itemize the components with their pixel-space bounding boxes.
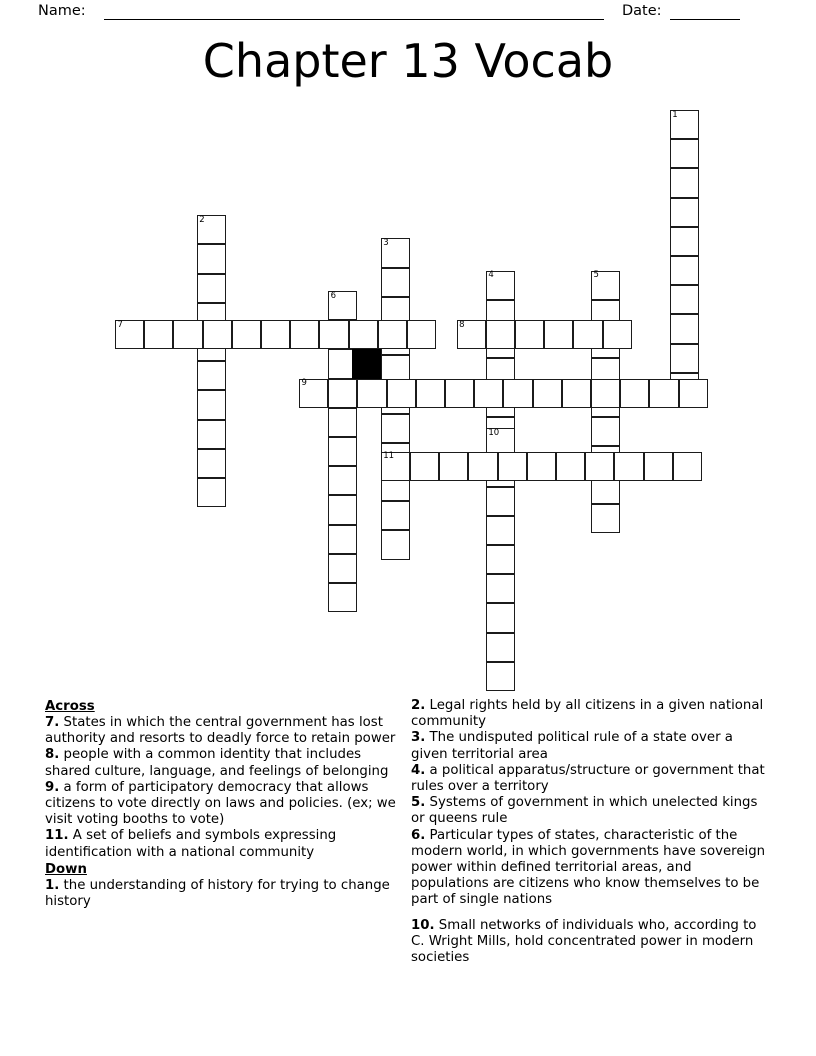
crossword-cell[interactable] xyxy=(381,452,410,481)
crossword-cell[interactable] xyxy=(486,574,515,603)
crossword-cell[interactable] xyxy=(349,320,378,349)
crossword-cell[interactable] xyxy=(670,227,699,256)
crossword-cell[interactable] xyxy=(591,504,620,533)
crossword-cell[interactable] xyxy=(673,452,702,481)
crossword-cell[interactable] xyxy=(670,256,699,285)
clue-text: a form of participatory democracy that allows citizens to vote directly on laws and policies. (ex; we visit voting booths to vote) xyxy=(45,779,396,828)
clue-number: 10. xyxy=(411,917,435,933)
crossword-cell[interactable] xyxy=(603,320,632,349)
crossword-cell[interactable] xyxy=(670,285,699,314)
crossword-cell[interactable] xyxy=(503,379,532,408)
crossword-cell[interactable] xyxy=(614,452,643,481)
crossword-cell[interactable] xyxy=(544,320,573,349)
crossword-cell[interactable] xyxy=(290,320,319,349)
clue-down-5 xyxy=(411,795,769,827)
crossword-cell[interactable] xyxy=(670,314,699,343)
crossword-cell[interactable] xyxy=(439,452,468,481)
crossword-cell[interactable] xyxy=(197,244,226,273)
crossword-cell[interactable] xyxy=(197,361,226,390)
clue-number: 11. xyxy=(45,828,69,844)
crossword-cell[interactable] xyxy=(410,452,439,481)
date-label: Date: xyxy=(622,3,662,19)
crossword-cell[interactable] xyxy=(556,452,585,481)
clue-text: The undisputed political rule of a state over a given territorial area xyxy=(411,730,733,762)
clue-text: people with a common identity that includes shared culture, language, and feelings of belonging xyxy=(45,747,389,779)
cell-number-3: 3 xyxy=(383,237,389,248)
crossword-cell[interactable] xyxy=(173,320,202,349)
crossword-cell[interactable] xyxy=(486,487,515,516)
clue-across-7 xyxy=(45,715,407,747)
clue-number: 3. xyxy=(411,730,426,746)
clue-text: A set of beliefs and symbols expressing identification with a national community xyxy=(45,828,337,860)
crossword-cell[interactable] xyxy=(515,320,544,349)
crossword-cell[interactable] xyxy=(407,320,436,349)
crossword-cell[interactable] xyxy=(328,291,357,320)
crossword-cell[interactable] xyxy=(620,379,649,408)
crossword-cell[interactable] xyxy=(533,379,562,408)
clue-text: a political apparatus/structure or government that rules over a territory xyxy=(411,762,765,795)
clue-number: 1. xyxy=(45,877,60,893)
crossword-cell[interactable] xyxy=(670,344,699,373)
clues-column-right xyxy=(411,698,769,966)
clue-number: 5. xyxy=(411,795,426,811)
cell-number-4: 4 xyxy=(488,270,494,281)
clue-text: Particular types of states, characteristic of the modern world, in which governments have sovereign power within defined territorial areas, and populations are citizens who know themselves to be part of single nations xyxy=(411,827,766,908)
crossword-cell[interactable] xyxy=(573,320,602,349)
crossword-cell[interactable] xyxy=(445,379,474,408)
crossword-cell[interactable] xyxy=(585,452,614,481)
cell-number-9: 9 xyxy=(301,378,307,389)
clues-column-left xyxy=(45,698,407,910)
crossword-cell[interactable] xyxy=(328,408,357,437)
crossword-cell[interactable] xyxy=(649,379,678,408)
clue-across-11 xyxy=(45,828,407,860)
clue-number: 8. xyxy=(45,747,60,763)
clue-across-9 xyxy=(45,780,407,829)
cell-number-10: 10 xyxy=(488,427,500,438)
across-heading: Across xyxy=(45,699,95,714)
crossword-cell[interactable] xyxy=(591,417,620,446)
cell-number-7: 7 xyxy=(117,319,123,330)
crossword-cell[interactable] xyxy=(498,452,527,481)
clue-number: 7. xyxy=(45,715,60,730)
crossword-cell[interactable] xyxy=(197,274,226,303)
crossword-cell[interactable] xyxy=(197,449,226,478)
clue-down-4 xyxy=(411,763,769,795)
crossword-cell[interactable] xyxy=(486,271,515,300)
crossword-cell[interactable] xyxy=(670,110,699,139)
crossword-cell[interactable] xyxy=(203,320,232,349)
clue-down-10 xyxy=(411,918,769,967)
crossword-cell[interactable] xyxy=(387,379,416,408)
crossword-cell[interactable] xyxy=(381,501,410,530)
crossword-cell[interactable] xyxy=(299,379,328,408)
clue-text: Legal rights held by all citizens in a given national community xyxy=(411,698,764,730)
crossword-cell[interactable] xyxy=(197,420,226,449)
cell-number-11: 11 xyxy=(383,451,395,462)
crossword-cell[interactable] xyxy=(486,633,515,662)
clue-number: 6. xyxy=(411,827,426,843)
crossword-cell[interactable] xyxy=(416,379,445,408)
crossword-cell[interactable] xyxy=(670,168,699,197)
crossword-cell[interactable] xyxy=(591,271,620,300)
crossword-cell[interactable] xyxy=(328,437,357,466)
crossword-cell[interactable] xyxy=(328,379,357,408)
crossword-cell[interactable] xyxy=(232,320,261,349)
crossword-cell[interactable] xyxy=(562,379,591,408)
crossword-block-cell xyxy=(352,349,381,378)
clue-down-1 xyxy=(45,878,407,910)
crossword-cell[interactable] xyxy=(328,495,357,524)
cell-number-2: 2 xyxy=(199,214,205,225)
crossword-cell[interactable] xyxy=(381,238,410,267)
crossword-cell[interactable] xyxy=(679,379,708,408)
crossword-cell[interactable] xyxy=(144,320,173,349)
page-title: Chapter 13 Vocab xyxy=(202,34,614,88)
crossword-cell[interactable] xyxy=(261,320,290,349)
clue-text: States in which the central government has lost authority and resorts to deadly force to retain power xyxy=(45,715,396,747)
crossword-cell[interactable] xyxy=(486,516,515,545)
crossword-cell[interactable] xyxy=(486,603,515,632)
crossword-cell[interactable] xyxy=(328,525,357,554)
name-label: Name: xyxy=(38,3,86,19)
crossword-cell[interactable] xyxy=(474,379,503,408)
crossword-cell[interactable] xyxy=(381,268,410,297)
crossword-cell[interactable] xyxy=(378,320,407,349)
cell-number-1: 1 xyxy=(672,109,678,120)
clue-text: Systems of government in which unelected kings or queens rule xyxy=(411,795,758,827)
cell-number-6: 6 xyxy=(330,290,337,301)
crossword-cell[interactable] xyxy=(457,320,486,349)
crossword-cell[interactable] xyxy=(591,379,620,408)
clue-down-2 xyxy=(411,698,769,730)
crossword-cell[interactable] xyxy=(381,414,410,443)
crossword-cell[interactable] xyxy=(670,139,699,168)
cell-number-8: 8 xyxy=(459,319,465,330)
crossword-cell[interactable] xyxy=(357,379,386,408)
crossword-cell[interactable] xyxy=(319,320,348,349)
clue-number: 2. xyxy=(411,698,426,713)
clue-text: Small networks of individuals who, according to C. Wright Mills, hold concentrated power in modern societies xyxy=(411,917,757,966)
crossword-cell[interactable] xyxy=(381,530,410,559)
clue-down-3 xyxy=(411,730,769,762)
down-heading: Down xyxy=(45,861,87,877)
crossword-cell[interactable] xyxy=(486,320,515,349)
crossword-cell[interactable] xyxy=(670,198,699,227)
crossword-cell[interactable] xyxy=(328,554,357,583)
clue-across-8 xyxy=(45,747,407,779)
crossword-cell[interactable] xyxy=(328,583,357,612)
cell-number-5: 5 xyxy=(593,270,599,281)
clue-number: 4. xyxy=(411,762,426,778)
crossword-cell[interactable] xyxy=(486,662,515,691)
crossword-cell[interactable] xyxy=(328,466,357,495)
clue-down-6 xyxy=(411,828,769,909)
clue-text: the understanding of history for trying to change history xyxy=(45,877,390,910)
clue-number: 9. xyxy=(45,779,60,795)
crossword-cell[interactable] xyxy=(644,452,673,481)
crossword-cell[interactable] xyxy=(468,452,497,481)
crossword-cell[interactable] xyxy=(527,452,556,481)
crossword-cell[interactable] xyxy=(197,478,226,507)
crossword-cell[interactable] xyxy=(197,390,226,419)
crossword-cell[interactable] xyxy=(486,545,515,574)
crossword-cell[interactable] xyxy=(115,320,144,349)
crossword-cell[interactable] xyxy=(197,215,226,244)
